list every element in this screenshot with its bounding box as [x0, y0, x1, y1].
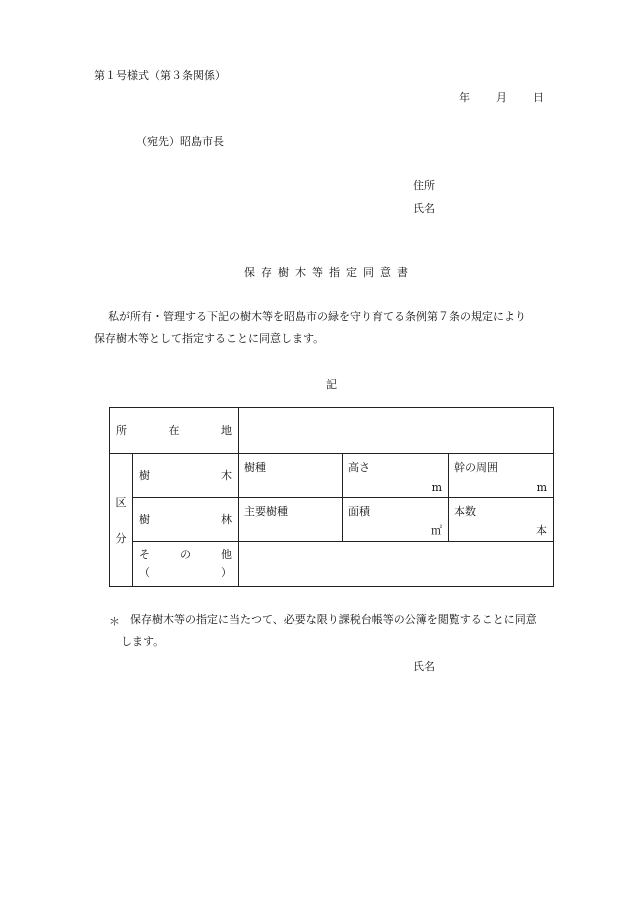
date-year: 年	[459, 91, 470, 104]
forest-count-label: 本数	[454, 505, 476, 518]
address-label: 住所	[413, 179, 435, 192]
note-line-1: 保存樹木等の指定に当たつて、必要な限り課税台帳等の公簿を閲覧することに同意	[130, 613, 537, 626]
forest-area-unit: ㎡	[431, 524, 442, 537]
tree-girth-unit: m	[536, 481, 548, 494]
forest-species-label: 主要樹種	[244, 505, 288, 518]
location-char: 地	[221, 424, 232, 437]
name-label: 氏名	[413, 202, 435, 215]
location-input-cell[interactable]	[239, 408, 554, 454]
location-char: 所	[116, 424, 127, 437]
forest-count-cell[interactable]	[449, 498, 554, 542]
other-char: 他	[221, 548, 232, 561]
other-label-cell	[133, 542, 239, 587]
note-line-2: します。	[121, 635, 165, 648]
forest-area-label: 面積	[348, 505, 370, 518]
tree-height-unit: m	[431, 481, 442, 494]
tree-species-cell[interactable]	[239, 454, 343, 498]
form-number: 第１号様式（第３条関係）	[94, 69, 226, 82]
forest-label-cell	[133, 498, 239, 542]
other-paren-open: （	[139, 566, 150, 579]
tree-species-label: 樹種	[244, 461, 266, 474]
other-input-cell[interactable]	[239, 542, 554, 587]
other-paren-close: ）	[221, 566, 232, 579]
category-char: 区	[115, 496, 127, 509]
category-char: 分	[115, 532, 127, 545]
tree-height-cell[interactable]	[343, 454, 449, 498]
tree-char: 木	[221, 469, 232, 482]
forest-char: 樹	[139, 513, 150, 526]
ki-heading: 記	[326, 378, 337, 391]
tree-girth-label: 幹の周囲	[454, 461, 498, 474]
forest-count-unit: 本	[536, 524, 548, 537]
tree-height-label: 高さ	[348, 461, 370, 474]
form-title: 保存樹木等指定同意書	[244, 266, 414, 279]
other-char: の	[180, 548, 191, 561]
forest-species-cell[interactable]	[239, 498, 343, 542]
tree-info-table	[109, 407, 554, 587]
location-char: 在	[168, 424, 180, 437]
forest-char: 林	[221, 513, 232, 526]
note-mark: ＊	[109, 615, 120, 628]
body-line-2: 保存樹木等として指定することに同意します。	[94, 332, 325, 345]
other-char: そ	[139, 548, 150, 561]
tree-char: 樹	[139, 469, 150, 482]
signature-label: 氏名	[413, 660, 435, 673]
body-line-1: 私が所有・管理する下記の樹木等を昭島市の緑を守り育てる条例第７条の規定により	[108, 310, 526, 323]
tree-girth-cell[interactable]	[449, 454, 554, 498]
location-label-cell	[110, 408, 239, 454]
addressee: （宛先）昭島市長	[136, 135, 224, 148]
category-label-cell	[110, 454, 133, 587]
date-day: 日	[533, 91, 544, 104]
date-month: 月	[496, 91, 507, 104]
forest-area-cell[interactable]	[343, 498, 449, 542]
tree-label-cell	[133, 454, 239, 498]
